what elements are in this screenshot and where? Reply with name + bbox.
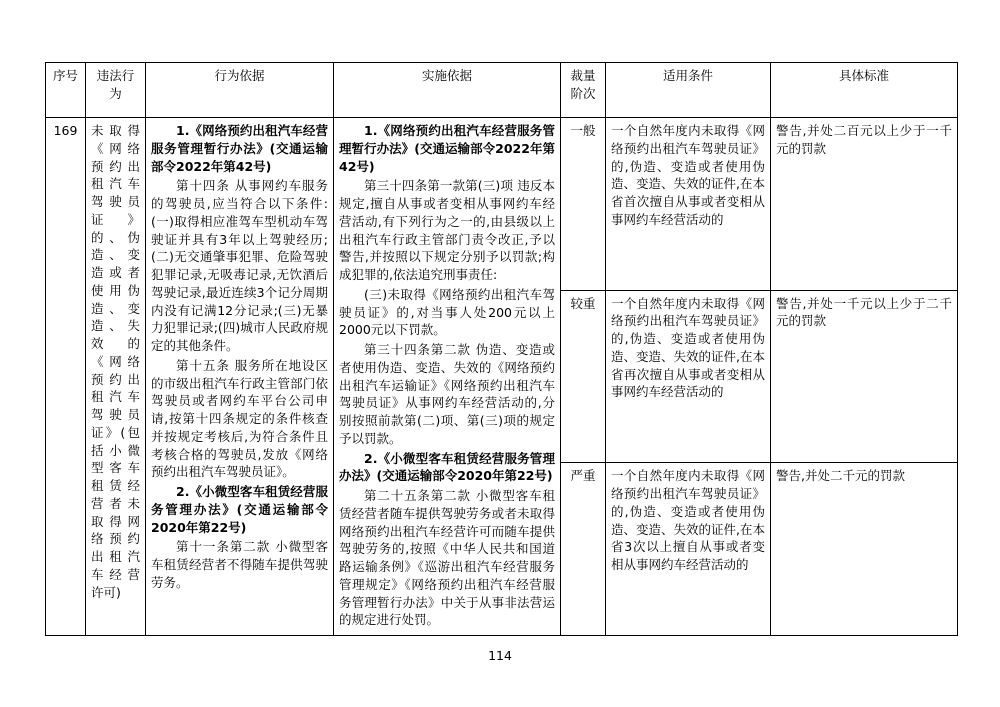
basis-paragraph: 1.《网络预约出租汽车经营服务管理暂行办法》(交通运输部令2022年第42号): [151, 123, 328, 174]
implementation-paragraph: 1.《网络预约出租汽车经营服务管理暂行办法》(交通运输部令2022年第42号): [339, 123, 555, 174]
cell-applicable-condition: 一个自然年度内未取得《网络预约出租汽车驾驶员证》的,伪造、变造或者使用伪造、变造、失效的证件,在本省首次擅自从事或者变相从事网约车经营活动的: [606, 118, 771, 291]
basis-paragraph: 第十四条 从事网约车服务的驾驶员,应当符合以下条件:(一)取得相应准驾车型机动车驾驶证并具有3年以上驾驶经历;(二)无交通肇事犯罪、危险驾驶犯罪记录,无吸毒记录,无饮酒后驾驶记录,最近连续3个记分周期内没有记满12分记录;(三)无暴力犯罪记录;(四)城市人民政府规定的其他条件。: [151, 178, 328, 353]
column-header-basis: 行为依据: [146, 63, 334, 118]
column-header-standard: 具体标准: [771, 63, 958, 118]
implementation-paragraph: 2.《小微型客车租赁经营服务管理办法》(交通运输部令2020年第22号): [339, 450, 555, 484]
column-header-implementation: 实施依据: [334, 63, 561, 118]
cell-violation-act: 未取得《网络预约出租汽车驾驶员证》的、伪造、变造或者使用伪造、变造、失效的《网络预约出租汽车驾驶员证》(包括小微型客车租赁经营者未取得网络预约出租汽车经营许可): [86, 118, 146, 636]
column-header-level-line2: 阶次: [570, 85, 596, 101]
cell-applicable-condition: 一个自然年度内未取得《网络预约出租汽车驾驶员证》的,伪造、变造或者使用伪造、变造、失效的证件,在本省3次以上擅自从事或者变相从事网约车经营活动的: [606, 463, 771, 636]
cell-specific-standard: 警告,并处二百元以上少于一千元的罚款: [771, 118, 958, 291]
cell-applicable-condition: 一个自然年度内未取得《网络预约出租汽车驾驶员证》的,伪造、变造或者使用伪造、变造、失效的证件,在本省再次擅自从事或者变相从事网约车经营活动的: [606, 290, 771, 463]
table-row: [46, 118, 958, 291]
column-header-level: [561, 63, 606, 118]
table-header: [46, 63, 958, 118]
cell-specific-standard: 警告,并处二千元的罚款: [771, 463, 958, 636]
implementation-paragraph: 第二十五条第二款 小微型客车租赁经营者随车提供驾驶劳务或者未取得网络预约出租汽车经营许可而随车提供驾驶劳务的,按照《中华人民共和国道路运输条例》《巡游出租汽车经营服务管理规定》《网络预约出租汽车经营服务管理暂行办法》中关于从事非法营运的规定进行处罚。: [339, 488, 555, 628]
cell-sequence-number: 169: [46, 118, 86, 636]
cell-specific-standard: 警告,并处一千元以上少于二千元的罚款: [771, 290, 958, 463]
basis-paragraph: 第十五条 服务所在地设区的市级出租汽车行政主管部门依驾驶员或者网约车平台公司申请,按第十四条规定的条件核查并按规定考核后,为符合条件且考核合格的驾驶员,发放《网络预约出租汽车驾驶员证》。: [151, 357, 328, 480]
column-header-seq: 序号: [46, 63, 86, 118]
regulation-table: [45, 62, 958, 636]
implementation-paragraph: (三)未取得《网络预约出租汽车驾驶员证》的,对当事人处200元以上2000元以下罚款。: [339, 286, 555, 338]
page-number: 114: [488, 648, 512, 663]
cell-discretion-level: 一般: [561, 118, 606, 291]
table-header-row: [46, 63, 958, 118]
basis-paragraph: 第十一条第二款 小微型客车租赁经营者不得随车提供驾驶劳务。: [151, 539, 328, 590]
cell-implementation-basis: [334, 118, 561, 636]
regulation-table-wrapper: [45, 62, 957, 636]
column-header-violation: 违法行为: [86, 63, 146, 118]
table-body: [46, 118, 958, 636]
cell-legal-basis: [146, 118, 334, 636]
implementation-paragraph: 第三十四条第二款 伪造、变造或者使用伪造、变造、失效的《网络预约出租汽车运输证》《网络预约出租汽车驾驶员证》从事网约车经营活动的,分别按照前款第(二)项、第(三)项的规定予以罚款。: [339, 342, 555, 446]
cell-discretion-level: 较重: [561, 290, 606, 463]
cell-discretion-level: 严重: [561, 463, 606, 636]
column-header-level-line1: 裁量: [570, 68, 596, 83]
implementation-paragraph: 第三十四条第一款第(三)项 违反本规定,擅自从事或者变相从事网约车经营活动,有下列行为之一的,由县级以上出租汽车行政主管部门责令改正,予以警告,并按照以下规定分别予以罚款;构成犯罪的,依法追究刑事责任:: [339, 178, 555, 282]
column-header-conditions: 适用条件: [606, 63, 771, 118]
basis-paragraph: 2.《小微型客车租赁经营服务管理办法》(交通运输部令2020年第22号): [151, 484, 328, 535]
